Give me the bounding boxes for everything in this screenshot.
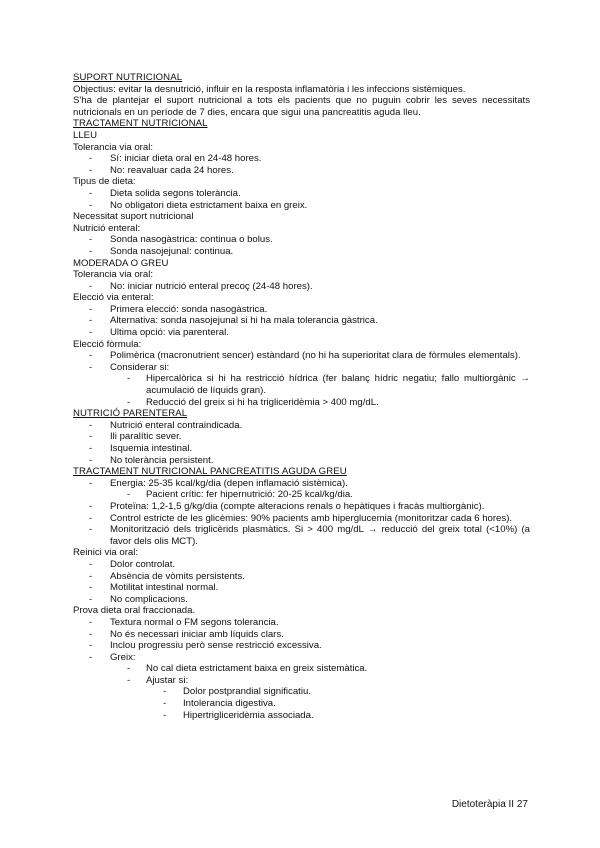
page-footer: Dietoteràpia II 27	[451, 799, 528, 810]
list-bullet: -	[89, 280, 93, 292]
list-item-text: Polimèrica (macronutrient sencer) estàndard (no hi ha superioritat clara de fòrmules elementals).	[110, 350, 521, 362]
list-item-text: Pacient crític: fer hipernutrició: 20-25 kcal/kg/dia.	[146, 489, 353, 501]
list-item-text: Reducció del greix si hi ha trigliceridèmia > 400 mg/dL.	[146, 396, 379, 408]
list-bullet: -	[127, 663, 131, 675]
list-item-text: Ajustar si:	[146, 674, 189, 686]
list-bullet: -	[89, 512, 93, 524]
list-bullet: -	[163, 709, 167, 721]
list-bullet: -	[89, 582, 93, 594]
list-item-text: Sonda nasogàstrica: continua o bolus.	[110, 234, 273, 246]
list-item-text: Textura normal o FM segons tolerancia.	[110, 616, 279, 628]
list-item-text: Nutrició enteral contraindicada.	[110, 419, 243, 431]
list-item-text: Motilitat intestinal normal.	[110, 582, 219, 594]
list-item	[73, 234, 530, 246]
section-heading: NUTRICIÓ PARENTERAL	[73, 408, 188, 420]
list-item-text: Dieta solida segons tolerància.	[110, 187, 241, 199]
list-item	[73, 698, 530, 710]
list-item	[73, 281, 530, 293]
list-bullet: -	[89, 153, 93, 165]
list-bullet: -	[89, 327, 93, 339]
list-item-text: Energia: 25-35 kcal/kg/dia (depen inflamació sistèmica).	[110, 477, 348, 489]
list-bullet: -	[89, 187, 93, 199]
list-item-text: Control estricte de les glicèmies: 90% pacients amb hiperglucemia (monitoritzar cada 6 hores).	[110, 512, 513, 524]
list-item-text: Absència de vòmits persistents.	[110, 570, 245, 582]
paragraph: Objectius: evitar la desnutrició, influir en la resposta inflamatòria i les infeccions sistèmiques.	[73, 83, 466, 95]
list-item-text: Isquemia intestinal.	[110, 443, 193, 454]
list-item	[73, 327, 530, 339]
list-bullet: -	[89, 419, 93, 431]
paragraph: Nutrició enteral:	[73, 222, 141, 234]
list-bullet: -	[89, 640, 93, 652]
list-item	[73, 501, 530, 513]
list-item-text: No tolerància persistent.	[110, 454, 214, 466]
subsection-heading: MODERADA O GREU	[73, 257, 169, 269]
list-item-text: Primera elecció: sonda nasogàstrica.	[110, 303, 268, 315]
list-item	[73, 153, 530, 165]
list-item	[73, 431, 530, 443]
list-item	[73, 652, 530, 664]
list-bullet: -	[89, 315, 93, 327]
subsection-heading: LLEU	[73, 129, 97, 141]
paragraph: Tolerancia via oral:	[73, 141, 153, 153]
list-item-text: Considerar si:	[110, 361, 170, 373]
list-item	[73, 246, 530, 258]
list-bullet: -	[127, 396, 131, 408]
list-bullet: -	[163, 686, 167, 698]
list-item-text: Hipertrigliceridèmia associada.	[183, 709, 314, 721]
list-item	[73, 686, 530, 698]
section-heading: TRACTAMENT NUTRICIONAL	[73, 118, 208, 130]
list-item	[73, 710, 530, 722]
list-bullet: -	[89, 500, 93, 512]
list-item	[73, 582, 530, 594]
list-item-text: Ultima opció: via parenteral.	[110, 327, 229, 339]
list-item	[73, 165, 530, 177]
list-item-text: Dolor controlat.	[110, 558, 176, 570]
list-item	[73, 675, 530, 687]
list-item-text: Ili paralític sever.	[110, 431, 182, 443]
paragraph: Necessitat suport nutricional	[73, 211, 194, 223]
list-item	[73, 443, 530, 455]
list-item	[73, 420, 530, 432]
paragraph: S'ha de plantejar el suport nutricional a tots els pacients que no puguin cobrir les seves necessitats nutricionals en un període de 7 dies, encara que sigui una pancreatitis aguda lleu.	[73, 95, 530, 118]
list-item	[73, 478, 530, 490]
list-item	[73, 489, 530, 501]
list-bullet: -	[89, 234, 93, 246]
list-item	[73, 455, 530, 467]
list-item	[73, 350, 530, 362]
list-item-text: Proteïna: 1,2-1,5 g/kg/dia (compte alteracions renals o hepàtiques i fracàs multiorgànic).	[110, 500, 485, 512]
list-item-text: No obligatori dieta estrictament baixa en greix.	[110, 199, 308, 211]
page-content	[73, 72, 530, 721]
list-bullet: -	[89, 593, 93, 605]
list-item-text: Hipercalòrica si hi ha restricció hídrica (fer balanç hídric negatiu; fallo multiorgànic → acumulació de líquids gran).	[146, 373, 530, 397]
list-item-text: Greix:	[110, 651, 136, 663]
paragraph: Tipus de dieta:	[73, 176, 136, 188]
list-bullet: -	[127, 489, 131, 501]
list-item-text: Intolerancia digestiva.	[183, 698, 276, 710]
list-item-text: Sí: iniciar dieta oral en 24-48 hores.	[110, 153, 262, 165]
list-item	[73, 315, 530, 327]
list-item	[73, 373, 530, 396]
list-item-text: No cal dieta estrictament baixa en greix sistemàtica.	[146, 663, 368, 675]
list-item	[73, 617, 530, 629]
section-heading: TRACTAMENT NUTRICIONAL PANCREATITIS AGUDA GREU	[73, 466, 347, 478]
list-bullet: -	[89, 651, 93, 663]
list-bullet: -	[127, 674, 131, 686]
list-bullet: -	[89, 558, 93, 570]
list-bullet: -	[89, 524, 93, 536]
list-bullet: -	[89, 164, 93, 176]
list-bullet: -	[163, 698, 167, 710]
list-item-text: No és necessari iniciar amb líquids clars.	[110, 628, 284, 640]
list-bullet: -	[127, 373, 131, 385]
list-item	[73, 559, 530, 571]
list-item-text: No: iniciar nutrició enteral precoç (24-48 hores).	[110, 280, 313, 292]
list-item-text: Alternativa: sonda nasojejunal si hi ha mala tolerancia gàstrica.	[110, 315, 378, 327]
list-bullet: -	[89, 616, 93, 628]
list-bullet: -	[89, 477, 93, 489]
list-bullet: -	[89, 454, 93, 466]
paragraph: Prova dieta oral fraccionada.	[73, 605, 196, 617]
list-item-text: No complicacions.	[110, 593, 188, 605]
list-item	[73, 304, 530, 316]
list-item	[73, 362, 530, 374]
list-item	[73, 188, 530, 200]
list-bullet: -	[89, 199, 93, 211]
list-bullet: -	[89, 628, 93, 640]
paragraph: Elecció via enteral:	[73, 292, 154, 304]
list-bullet: -	[89, 361, 93, 373]
list-item-text: Dolor postprandial significatiu.	[183, 686, 311, 698]
section-heading: SUPORT NUTRICIONAL	[73, 72, 183, 83]
list-item	[73, 640, 530, 652]
list-item	[73, 397, 530, 409]
list-item	[73, 200, 530, 212]
paragraph: Elecció fòrmula:	[73, 338, 142, 350]
list-item-text: Monitorització dels triglicèrids plasmàtics. Si > 400 mg/dL → reducció del greix total (<10%) (a favor dels olis MCT).	[110, 524, 530, 547]
list-item-text: Sonda nasojejunal: continua.	[110, 245, 234, 257]
list-item	[73, 524, 530, 547]
list-item	[73, 663, 530, 675]
list-item	[73, 571, 530, 583]
list-bullet: -	[89, 570, 93, 582]
list-item	[73, 629, 530, 641]
list-bullet: -	[89, 431, 93, 443]
list-item	[73, 513, 530, 525]
paragraph: Reinici via oral:	[73, 547, 139, 559]
list-item	[73, 594, 530, 606]
list-bullet: -	[89, 303, 93, 315]
list-bullet: -	[89, 245, 93, 257]
paragraph: Tolerancia via oral:	[73, 269, 153, 281]
list-bullet: -	[89, 350, 93, 362]
list-item-text: No: reavaluar cada 24 hores.	[110, 164, 234, 176]
list-item-text: Inclou progressiu però sense restricció excessiva.	[110, 640, 322, 652]
list-bullet: -	[89, 443, 93, 454]
